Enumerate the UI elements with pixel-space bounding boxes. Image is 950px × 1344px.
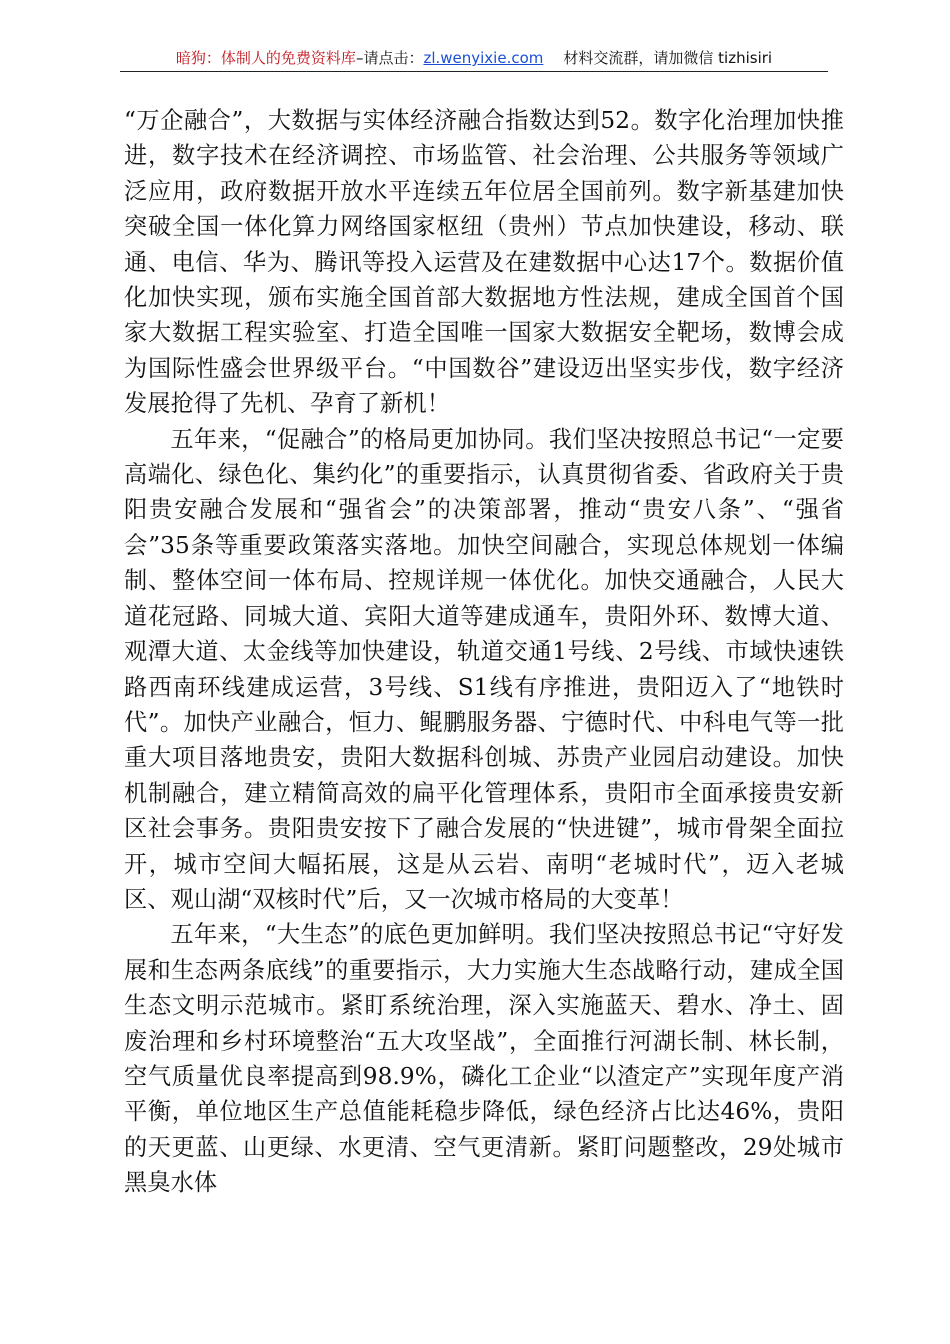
paragraph: 五年来，“促融合”的格局更加协同。我们坚决按照总书记“一定要高端化、绿色化、集约化”的重要指示，认真贯彻省委、省政府关于贵阳贵安融合发展和“强省会”的决策部署，推动“贵安八条”、“强省会”35条等重要政策落实落地。加快空间融合，实现总体规划一体编制、整体空间一体布局、控规详规一体优化。加快交通融合，人民大道花冠路、同城大道、宾阳大道等建成通车，贵阳外环、数博大道、观潭大道、太金线等加快建设，轨道交通1号线、2号线、市域快速铁路西南环线建成运营，3号线、S1线有序推进，贵阳迈入了“地铁时代”。加快产业融合，恒力、鲲鹏服务器、宁德时代、中科电气等一批重大项目落地贵安，贵阳大数据科创城、苏贵产业园启动建设。加快机制融合，建立精简高效的扁平化管理体系，贵阳市全面承接贵安新区社会事务。贵阳贵安按下了融合发展的“快进键”，城市骨架全面拉开，城市空间大幅拓展，这是从云岩、南明“老城时代”，迈入老城区、观山湖“双核时代”后，又一次城市格局的大变革！: [124, 425, 844, 913]
document-body: [124, 103, 844, 1201]
header-divider: [120, 71, 828, 72]
paragraph: “万企融合”，大数据与实体经济融合指数达到52。数字化治理加快推进，数字技术在经济调控、市场监管、社会治理、公共服务等领域广泛应用，政府数据开放水平连续五年位居全国前列。数字新基建加快突破全国一体化算力网络国家枢纽（贵州）节点加快建设，移动、联通、电信、华为、腾讯等投入运营及在建数据中心达17个。数据价值化加快实现，颁布实施全国首部大数据地方性法规，建成全国首个国家大数据工程实验室、打造全国唯一国家大数据安全靶场，数博会成为国际性盛会世界级平台。“中国数谷”建设迈出坚实步伐，数字经济发展抢得了先机、孕育了新机！: [124, 107, 844, 418]
header-prompt: –请点击：: [355, 49, 424, 67]
paragraph: 五年来，“大生态”的底色更加鲜明。我们坚决按照总书记“守好发展和生态两条底线”的重要指示，大力实施大生态战略行动，建成全国生态文明示范城市。紧盯系统治理，深入实施蓝天、碧水、净土、固废治理和乡村环境整治“五大攻坚战”，全面推行河湖长制、林长制，空气质量优良率提高到98.9%，磷化工企业“以渣定产”实现年度产消平衡，单位地区生产总值能耗稳步降低，绿色经济占比达46%，贵阳的天更蓝、山更绿、水更清、空气更清新。紧盯问题整改，29处城市黑臭水体: [124, 921, 844, 1197]
header-link[interactable]: zl.wenyixie.com: [423, 49, 544, 67]
page-header: [120, 46, 828, 72]
header-contact: 材料交流群，请加微信 tizhisiri: [563, 49, 773, 67]
header-brand: 暗狗：体制人的免费资料库: [175, 49, 356, 67]
